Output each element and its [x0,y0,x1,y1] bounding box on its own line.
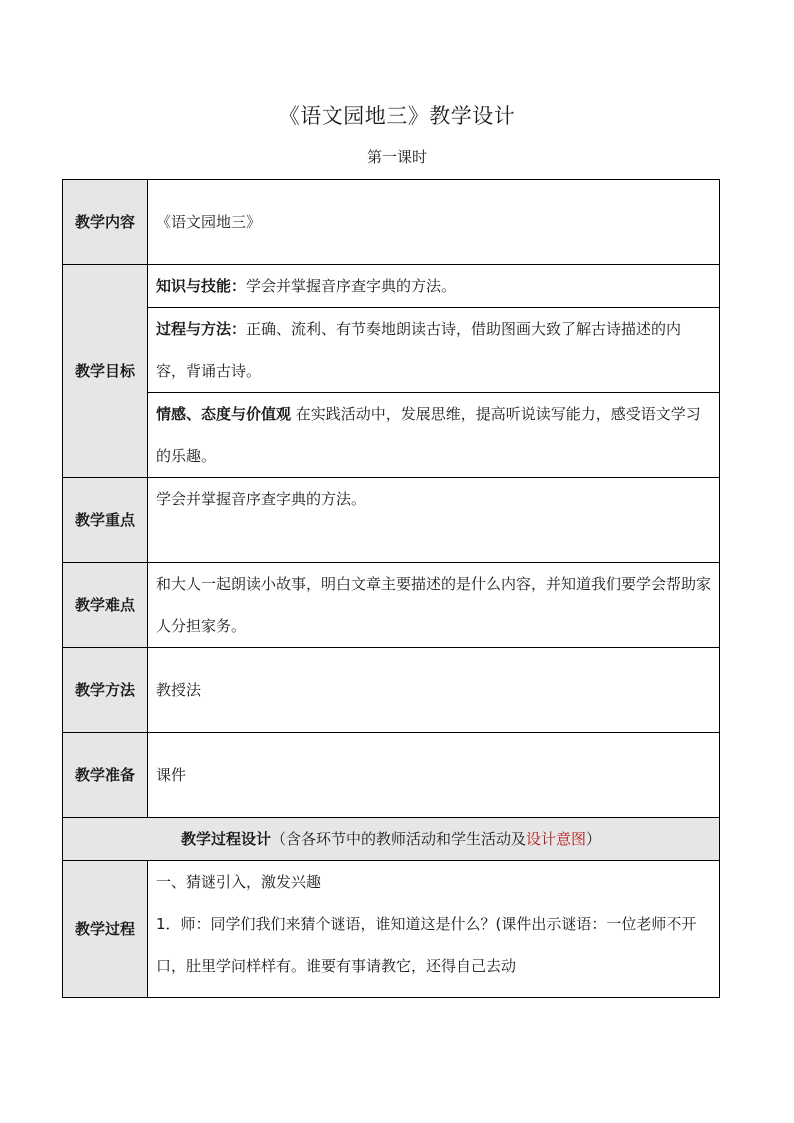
row-teaching-content [63,180,720,265]
process-header-title: 教学过程设计 [180,830,271,848]
document-title: 《语文园地三》教学设计 [278,104,516,128]
label-preparation: 教学准备 [63,733,148,818]
row-objective-knowledge [63,265,720,308]
row-process-header [63,818,720,861]
label-methods: 教学方法 [63,648,148,733]
label-teaching-objectives: 教学目标 [63,265,148,478]
label-teaching-content: 教学内容 [63,180,148,265]
row-objective-emotion [63,393,720,478]
objective-emotion-text: 在实践活动中，发展思维，提高听说读写能力，感受语文学习的乐趣。 [156,405,701,465]
objective-knowledge [148,265,720,308]
row-teaching-process [63,861,720,998]
process-header-note: （含各环节中的教师活动和学生活动及 [270,830,526,848]
row-difficulties [63,563,720,648]
value-methods: 教授法 [148,648,720,733]
row-key-points [63,478,720,563]
objective-emotion [148,393,720,478]
value-teaching-content: 《语文园地三》 [148,180,720,265]
label-key-points: 教学重点 [63,478,148,563]
label-difficulties: 教学难点 [63,563,148,648]
value-difficulties: 和大人一起朗读小故事，明白文章主要描述的是什么内容，并知道我们要学会帮助家人分担家务。 [148,563,720,648]
process-design-header [63,818,720,861]
row-objective-process [63,308,720,393]
process-step-text: 1．师：同学们我们来猜个谜语，谁知道这是什么？(课件出示谜语：一位老师不开口，肚里学问样样有。谁要有事请教它，还得自己去动 [156,915,697,975]
objective-process-text: 正确、流利、有节奏地朗读古诗，借助图画大致了解古诗描述的内容，背诵古诗。 [156,320,682,380]
process-header-note-red: 设计意图 [526,830,587,848]
label-teaching-process: 教学过程 [63,861,148,998]
row-methods [63,648,720,733]
row-preparation [63,733,720,818]
process-step-title: 一、猜谜引入，激发兴趣 [156,873,322,891]
process-header-note-end: ） [586,830,602,848]
value-key-points: 学会并掌握音序查字典的方法。 [148,478,720,563]
value-teaching-process [148,861,720,998]
value-preparation: 课件 [148,733,720,818]
objective-process-lead: 过程与方法： [156,320,247,338]
objective-knowledge-text: 学会并掌握音序查字典的方法。 [246,277,457,295]
document-subtitle: 第一课时 [366,148,427,166]
objective-knowledge-lead: 知识与技能： [156,277,247,295]
objective-process [148,308,720,393]
lesson-plan-table [62,179,720,998]
objective-emotion-lead: 情感、态度与价值观 [156,405,292,423]
